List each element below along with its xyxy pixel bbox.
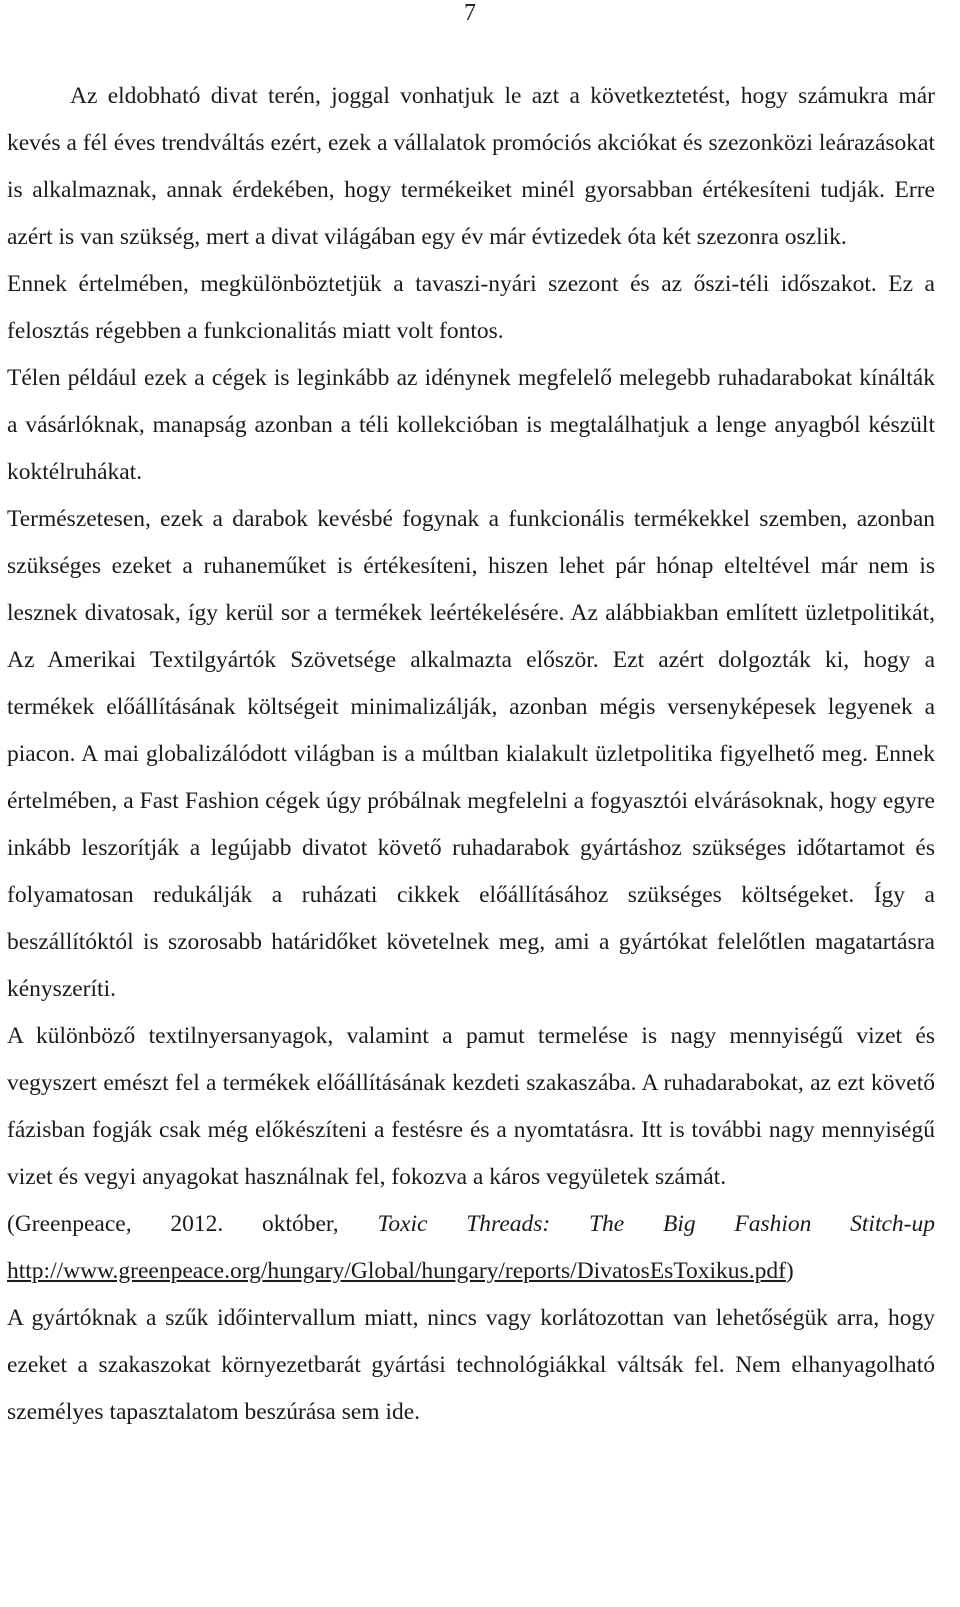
paragraph-seasons: Ennek értelmében, megkülönböztetjük a tavaszi-nyári szezont és az őszi-téli időszakot. Ez a felosztás régebben a funkcionalitás miatt volt fontos. — [7, 271, 935, 344]
citation-suffix: ) — [785, 1258, 794, 1284]
paragraph-closing: A gyártóknak a szűk időintervallum miatt, nincs vagy korlátozottan van lehetőségük arra, hogy ezeket a szakaszokat környezetbarát gyártási technológiákkal váltsák fel. Nem elhanyagolható személyes tapasztalatom beszúrása sem ide. — [7, 1305, 935, 1425]
citation-link[interactable]: http://www.greenpeace.org/hungary/Global/hungary/reports/DivatosEsToxikus.pdf — [7, 1258, 786, 1284]
citation-prefix: (Greenpeace, 2012. október, — [7, 1211, 378, 1237]
paragraph-winter-collection: Télen például ezek a cégek is leginkább az idénynek megfelelő melegebb ruhadarabokat kínálták a vásárlóknak, manapság azonban a téli kollekcióban is megtalálhatjuk a lenge anyagból készült koktélruhákat. — [7, 365, 935, 485]
paragraph-business-policy: Természetesen, ezek a darabok kevésbé fogynak a funkcionális termékekkel szemben, azonban szükséges ezeket a ruhaneműket is értékesíteni, hiszen lehet pár hónap elteltével már nem is lesznek divatosak, így kerül sor a termékek leértékelésére. Az alábbiakban említett üzletpolitikát, Az Amerikai Textilgyártók Szövetsége alkalmazta először. Ezt azért dolgozták ki, hogy a termékek előállításának költségeit minimalizálják, azonban mégis versenyképesek legyenek a piacon. A mai globalizálódott világban is a múltban kialakult üzletpolitika figyelhető meg. Ennek értelmében, a Fast Fashion cégek úgy próbálnak megfelelni a fogyasztói elvárásoknak, hogy egyre inkább leszorítják a legújabb divatot követő ruhadarabok gyártáshoz szükséges időtartamot és folyamatosan redukálják a ruházati cikkek előállításához szükséges költségeket. Így a beszállítóktól is szorosabb határidőket követelnek meg, ami a gyártókat felelőtlen magatartásra kényszeríti. — [7, 506, 935, 1002]
citation — [7, 1201, 935, 1295]
citation-title: Toxic Threads: The Big Fashion Stitch-up — [377, 1211, 935, 1237]
paragraph-fast-fashion-intro: Az eldobható divat terén, joggal vonhatjuk le azt a következtetést, hogy számukra már kevés a fél éves trendváltás ezért, ezek a vállalatok promóciós akciókat és szezonközi leárazásokat is alkalmaznak, annak érdekében, hogy termékeiket minél gyorsabban értékesíteni tudják. Erre azért is van szükség, mert a divat világában egy év már évtizedek óta két szezonra oszlik. — [7, 83, 935, 250]
page-number: 7 — [464, 0, 476, 26]
paragraph-textile-materials: A különböző textilnyersanyagok, valamint a pamut termelése is nagy mennyiségű vizet és vegyszert emészt fel a termékek előállításának kezdeti szakaszába. A ruhadarabokat, az ezt követő fázisban fogják csak még előkészíteni a festésre és a nyomtatásra. Itt is további nagy mennyiségű vizet és vegyi anyagokat használnak fel, fokozva a káros vegyületek számát. — [7, 1023, 935, 1190]
document-body — [7, 73, 935, 1436]
